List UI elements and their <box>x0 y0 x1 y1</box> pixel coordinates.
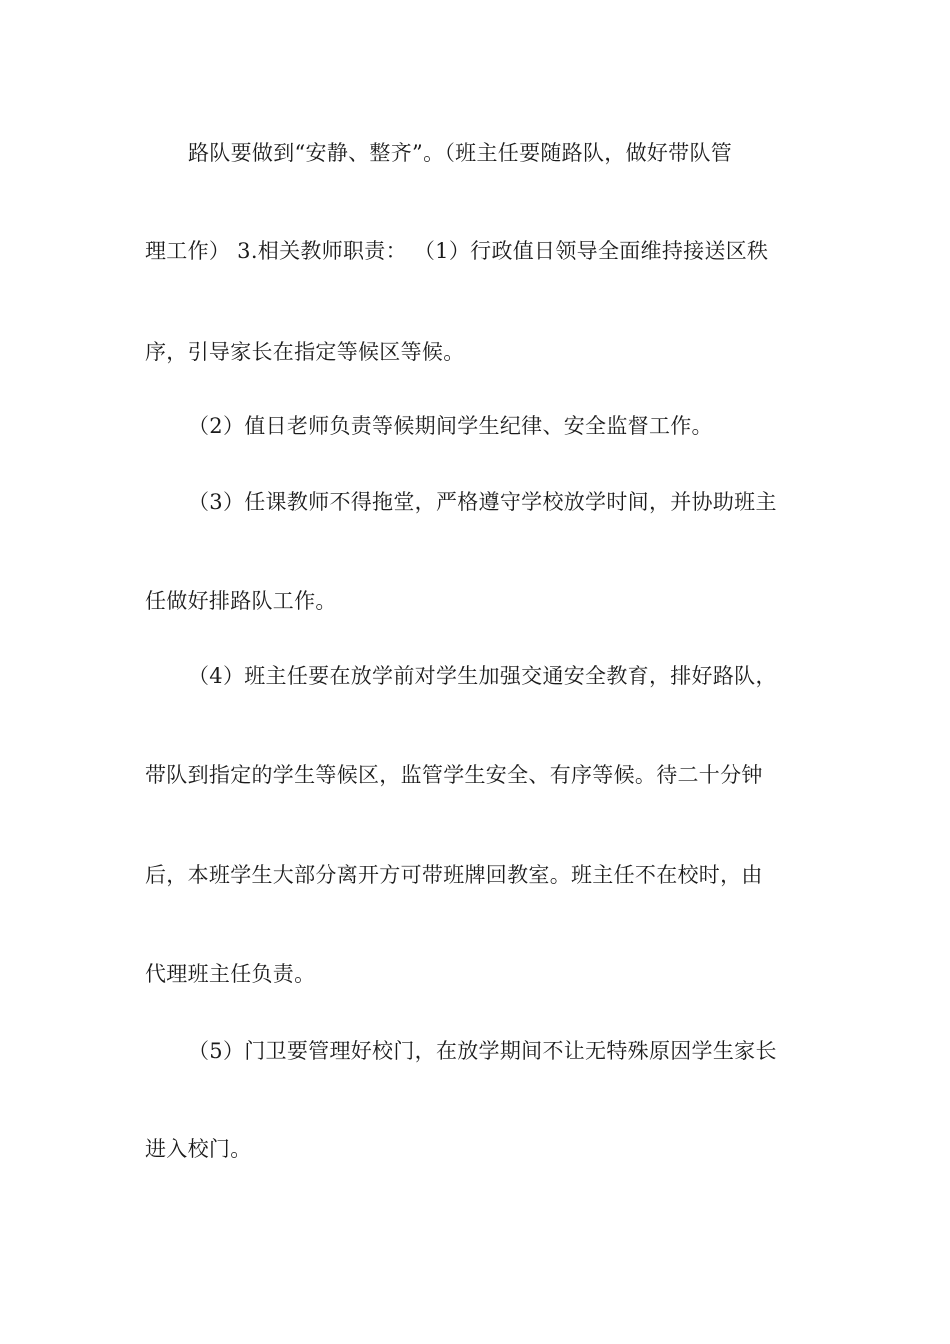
paragraph-line: 带队到指定的学生等候区，监管学生安全、有序等候。待二十分钟 <box>145 763 763 787</box>
paragraph-line: 代理班主任负责。 <box>145 962 316 986</box>
paragraph-line: （5）门卫要管理好校门，在放学期间不让无特殊原因学生家长 <box>188 1039 777 1063</box>
paragraph-line: 序，引导家长在指定等候区等候。 <box>145 340 465 364</box>
paragraph-line: 进入校门。 <box>145 1137 252 1161</box>
paragraph-line: （3）任课教师不得拖堂，严格遵守学校放学时间，并协助班主 <box>188 490 777 514</box>
paragraph-line: 理工作） 3.相关教师职责： （1）行政值日领导全面维持接送区秩 <box>145 239 769 263</box>
paragraph-line: 任做好排路队工作。 <box>145 589 337 613</box>
paragraph-line: （2）值日老师负责等候期间学生纪律、安全监督工作。 <box>188 414 713 438</box>
paragraph-line: 后，本班学生大部分离开方可带班牌回教室。班主任不在校时，由 <box>145 863 763 887</box>
paragraph-line: （4）班主任要在放学前对学生加强交通安全教育，排好路队， <box>188 664 777 688</box>
paragraph-line: 路队要做到“安静、整齐”。（班主任要随路队，做好带队管 <box>188 141 733 165</box>
